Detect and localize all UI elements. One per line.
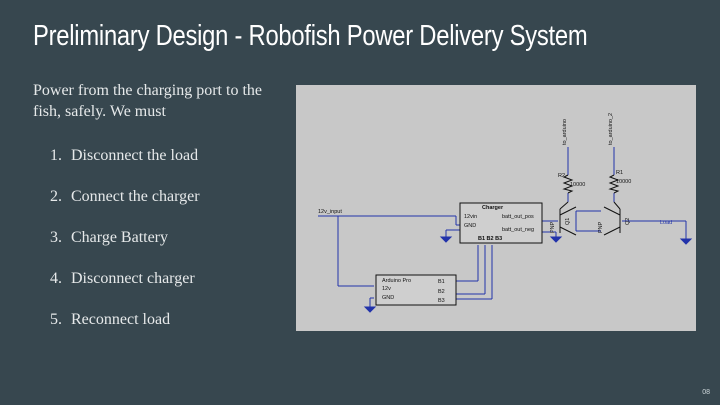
- pin-label: GND: [464, 223, 477, 229]
- net-label: to_arduino: [562, 119, 568, 145]
- step-number: 4.: [50, 270, 62, 287]
- arduino-title: Arduino Pro: [382, 278, 412, 284]
- slide-number: 08: [702, 389, 710, 396]
- list-item: [50, 268, 200, 309]
- step-text: Connect the charger: [71, 188, 200, 205]
- component-label: Q1: [565, 217, 571, 225]
- pin-label: 12v: [382, 286, 391, 292]
- step-number: 3.: [50, 229, 62, 246]
- pin-label: B2: [438, 289, 445, 295]
- step-text: Disconnect the load: [71, 147, 199, 164]
- charger-title: Charger: [482, 205, 504, 211]
- component-label: R2: [558, 173, 566, 179]
- steps-list: [50, 145, 200, 350]
- component-label: Q2: [625, 217, 631, 225]
- step-text: Charge Battery: [71, 229, 169, 246]
- pin-label: B1 B2 B3: [478, 236, 503, 242]
- pin-label: B1: [438, 279, 445, 285]
- list-item: [50, 145, 200, 186]
- net-label: Load: [660, 220, 673, 226]
- step-number: 2.: [50, 188, 62, 205]
- step-number: 1.: [50, 147, 62, 164]
- component-label: 10000: [616, 179, 632, 185]
- ground-icon: [441, 237, 451, 242]
- ground-icon: [681, 239, 691, 244]
- step-text: Disconnect charger: [71, 270, 195, 287]
- pin-label: batt_out_pos: [502, 214, 534, 220]
- component-label: 10000: [570, 182, 586, 188]
- slide-title: Preliminary Design - Robofish Power Delivery System: [33, 20, 588, 52]
- pin-label: GND: [382, 295, 395, 301]
- list-item: [50, 227, 200, 268]
- net-label: to_arduino_2: [608, 112, 614, 145]
- step-number: 5.: [50, 311, 62, 328]
- component-label: R1: [616, 170, 624, 176]
- list-item: [50, 309, 200, 350]
- list-item: [50, 186, 200, 227]
- step-text: Reconnect load: [71, 311, 171, 328]
- pin-label: 12vin: [464, 214, 478, 220]
- component-label: PNP: [598, 221, 604, 233]
- ground-icon: [365, 307, 375, 312]
- schematic-drawing: [296, 85, 696, 331]
- ground-icon: [551, 237, 561, 242]
- component-label: PNP: [550, 221, 556, 233]
- pin-label: B3: [438, 298, 445, 304]
- net-label: 12v_input: [318, 209, 342, 215]
- circuit-schematic: [296, 85, 696, 331]
- pin-label: batt_out_neg: [502, 227, 535, 233]
- intro-text: Power from the charging port to the fish, safely. We must: [33, 82, 262, 120]
